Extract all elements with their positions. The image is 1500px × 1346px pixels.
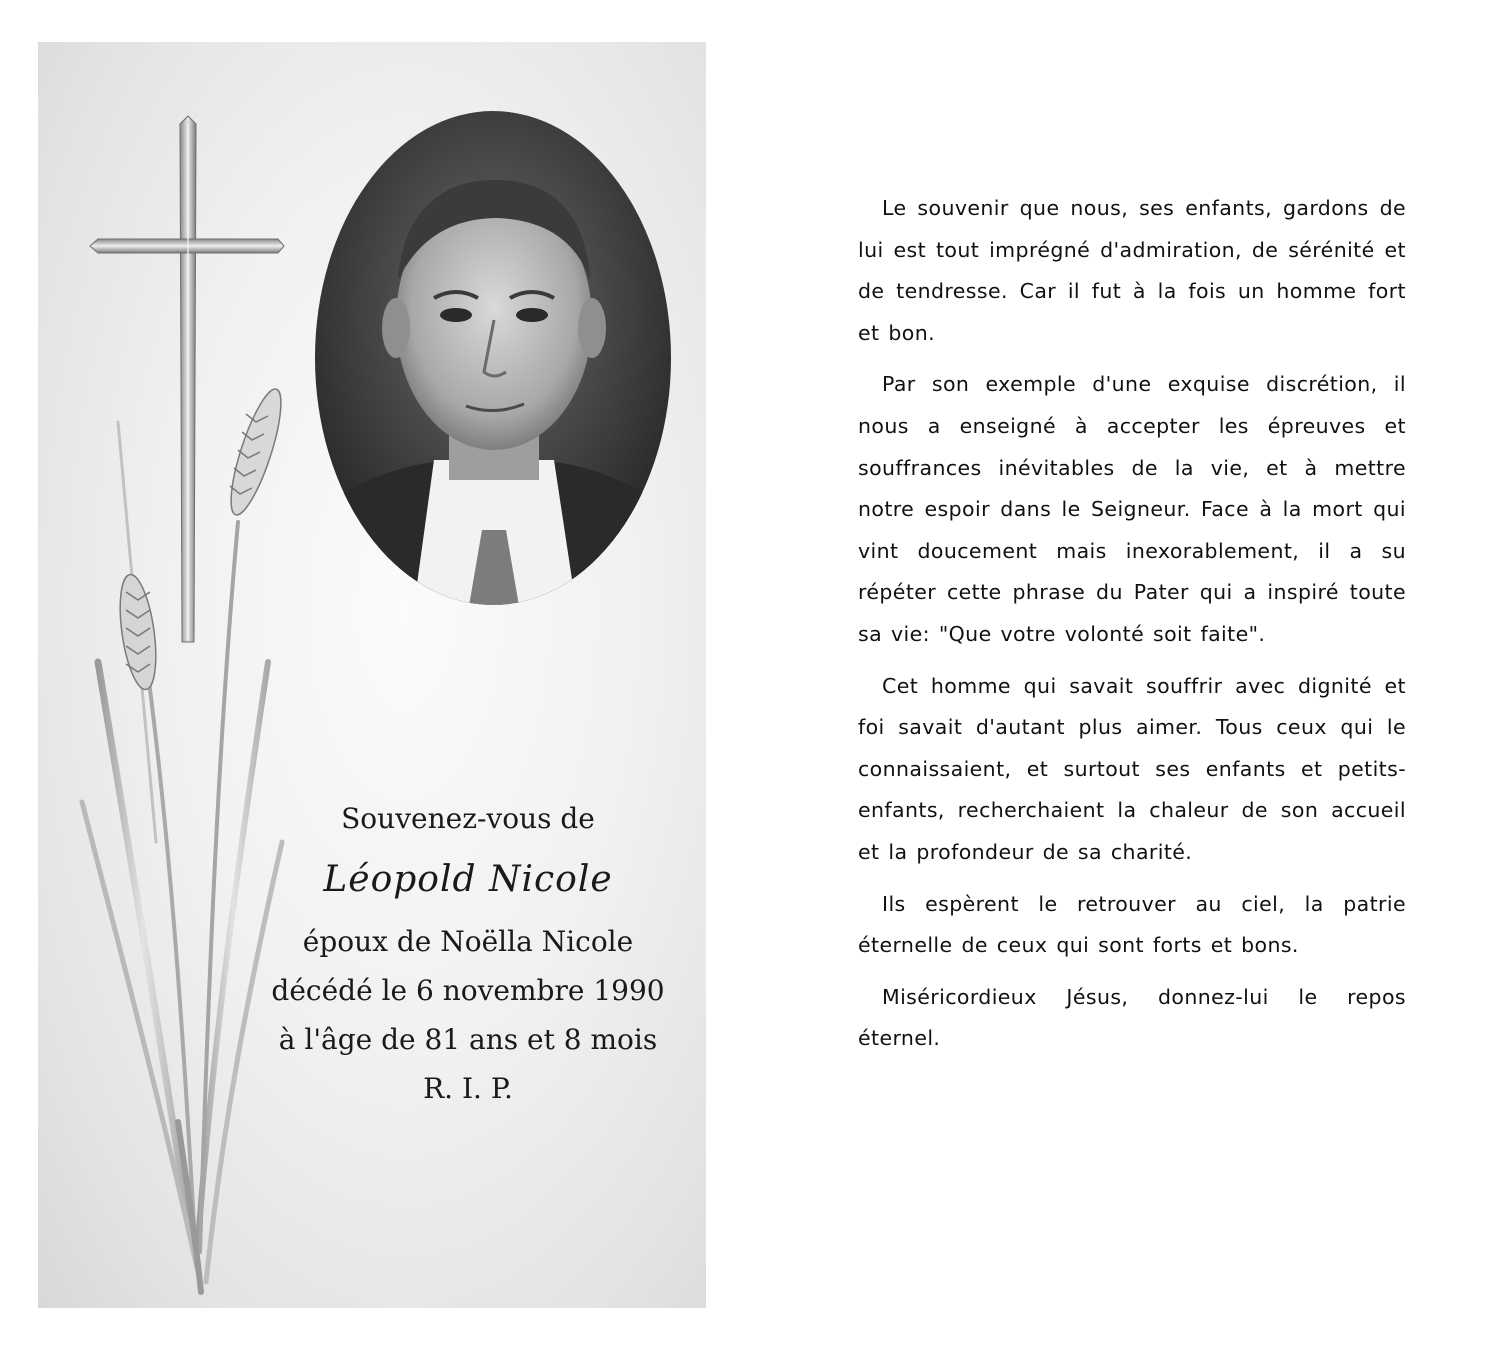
paragraph-5: Miséricordieux Jésus, donnez-lui le repos éternel.: [858, 984, 1406, 1051]
rip-line: R. I. P.: [423, 1072, 513, 1105]
paragraph-2: Par son exemple d'une exquise discrétion, il nous a enseigné à accepter les épreuves et souffrances inévitables de la vie, et à mettre notre espoir dans le Seigneur. Face à la mort qui vint doucement mais inexorablement, il a su répéter cette phrase du Pater qui a inspiré toute sa vie: "Que votre volonté soit faite".: [858, 372, 1406, 646]
spouse-line: époux de Noëlla Nicole: [302, 925, 634, 958]
cross-icon: [90, 116, 284, 642]
portrait-photo: [314, 110, 672, 606]
memorial-card-front: [38, 42, 706, 1308]
paragraph-4: Ils espèrent le retrouver au ciel, la patrie éternelle de ceux qui sont forts et bons.: [858, 891, 1406, 958]
memorial-inscription: [218, 794, 706, 1113]
wheat-ear-left: [114, 572, 162, 691]
deceased-name: Léopold Nicole: [323, 859, 613, 900]
age-line: à l'âge de 81 ans et 8 mois: [278, 1023, 658, 1056]
intro-line: Souvenez-vous de: [341, 802, 595, 835]
death-date-line: décédé le 6 novembre 1990: [271, 974, 665, 1007]
wheat-ear-right: [221, 385, 290, 520]
paragraph-3: Cet homme qui savait souffrir avec dignité et foi savait d'autant plus aimer. Tous ceux qui le connaissaient, et surtout ses enfants et petits-enfants, recherchaient la chaleur de son accueil et la profondeur de sa charité.: [858, 673, 1406, 864]
memorial-card-back: [858, 188, 1406, 1070]
paragraph-1: Le souvenir que nous, ses enfants, gardons de lui est tout imprégné d'admiration, de sérénité et de tendresse. Car il fut à la fois un homme fort et bon.: [858, 196, 1406, 345]
